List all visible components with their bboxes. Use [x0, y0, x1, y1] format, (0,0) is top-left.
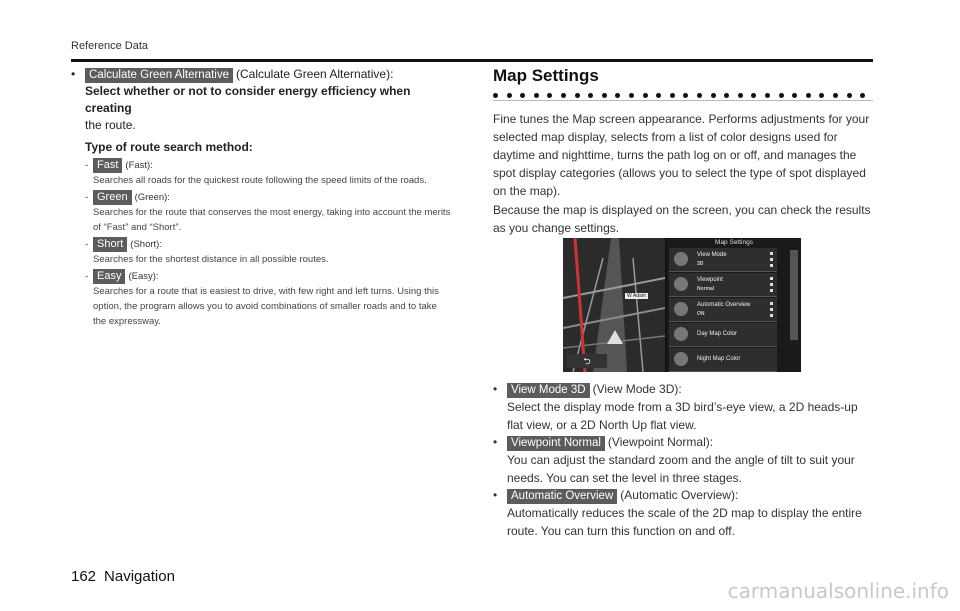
method-name: (Short):	[130, 239, 162, 250]
green-key: Green	[93, 190, 132, 205]
divider-dot	[493, 93, 498, 98]
divider-dot	[860, 93, 865, 98]
divider-dot	[751, 93, 756, 98]
calculate-green-alternative-key: Calculate Green Alternative	[85, 68, 233, 83]
view-mode-icon	[674, 252, 688, 266]
divider-dot	[643, 93, 648, 98]
menu-item-label: Automatic Overview	[697, 302, 751, 308]
menu-title: Map Settings	[715, 239, 753, 246]
bullet-name: (View Mode 3D):	[592, 382, 682, 396]
method-desc: Searches all roads for the quickest route following the speed limits of the roads.	[93, 175, 427, 186]
bullet-dot: •	[71, 67, 76, 81]
more-options-icon	[770, 277, 773, 292]
menu-item-value: 3D	[697, 261, 704, 267]
method-name: (Green):	[134, 192, 170, 203]
menu-item-label: View Mode	[697, 252, 727, 258]
more-options-icon	[770, 252, 773, 267]
intro-paragraph: Fine tunes the Map screen appearance. Performs adjustments for your selected map display, selects from a list of color designs used for daytime and nighttime, turns the path log on or off, and manages the spot display categories (allows you to select the type of spot displayed on the map).	[493, 112, 870, 198]
divider-dot	[779, 93, 784, 98]
menu-item-label: Night Map Color	[697, 356, 741, 362]
intro-title: (Calculate Green Alternative):	[236, 67, 394, 81]
menu-item-value: ON	[697, 311, 705, 317]
right-column-heading	[493, 66, 873, 88]
page-number: 162	[71, 568, 97, 585]
easy-key: Easy	[93, 269, 125, 284]
intro-line2: the route.	[85, 118, 136, 132]
running-header: Reference Data	[71, 40, 149, 52]
settings-menu	[667, 238, 801, 372]
divider-dot	[765, 93, 770, 98]
methods-title: Type of route search method:	[85, 140, 253, 154]
method-easy: - Easy (Easy): Searches for a route that is easiest to drive, with few right and left turns. Using this option, the program allows you to avoid combinations of smaller roads and to take the expressway.	[85, 269, 451, 329]
intro-line1: Select whether or not to consider energy efficiency when creating	[85, 84, 411, 115]
menu-item-automatic-overview[interactable]	[669, 298, 777, 322]
divider-dot	[711, 93, 716, 98]
map-roads-graphic	[563, 238, 665, 372]
street-label: W Adam	[627, 293, 646, 299]
method-green: - Green (Green): Searches for the route that conserves the most energy, taking into account the merits of “Fast” and “Short”.	[85, 191, 451, 233]
divider-dot	[602, 93, 607, 98]
green-alternative-bullet	[71, 66, 451, 134]
automatic-overview-key: Automatic Overview	[507, 489, 617, 504]
menu-scrollbar[interactable]	[790, 250, 798, 340]
divider-dot	[575, 93, 580, 98]
method-desc: Searches for a route that is easiest to drive, with few right and left turns. Using this option, the program allows you to avoid combinations of smaller roads and to take the expressway.	[93, 286, 439, 327]
divider-dot	[561, 93, 566, 98]
divider-dot	[629, 93, 634, 98]
divider-dot	[588, 93, 593, 98]
divider-dot	[670, 93, 675, 98]
divider-dot	[534, 93, 539, 98]
divider-dot	[806, 93, 811, 98]
method-desc: Searches for the shortest distance in all possible routes.	[93, 254, 329, 265]
method-desc: Searches for the route that conserves the most energy, taking into account the merits of “Fast” and “Short”.	[93, 207, 451, 233]
menu-item-label: Day Map Color	[697, 331, 738, 337]
more-options-icon	[770, 302, 773, 317]
map-settings-screenshot	[563, 238, 801, 372]
menu-item-night-map-color[interactable]	[669, 348, 777, 372]
palette-icon	[674, 352, 688, 366]
menu-item-view-mode[interactable]	[669, 248, 777, 272]
menu-item-day-map-color[interactable]	[669, 323, 777, 347]
divider-dot	[738, 93, 743, 98]
fast-key: Fast	[93, 158, 122, 173]
section-name: Navigation	[104, 568, 175, 585]
view-mode-bullet: • View Mode 3D (View Mode 3D): Select the display mode from a 3D bird’s-eye view, a 2D heads-up flat view, or a 2D North Up flat view.	[493, 380, 873, 434]
page-footer	[71, 568, 175, 585]
divider-dot	[833, 93, 838, 98]
divider-dot	[615, 93, 620, 98]
bullet-desc: You can adjust the standard zoom and the angle of tilt to suit your needs. You can set the level in three stages.	[507, 453, 855, 485]
divider-dot	[507, 93, 512, 98]
overview-icon	[674, 302, 688, 316]
automatic-overview-bullet: • Automatic Overview (Automatic Overview): Automatically reduces the scale of the 2D map to display the entire route. You can turn this function on and off.	[493, 486, 873, 540]
method-name: (Easy):	[128, 271, 159, 282]
viewpoint-bullet: • Viewpoint Normal (Viewpoint Normal): You can adjust the standard zoom and the angle of tilt to suit your needs. You can set the level in three stages.	[493, 433, 873, 487]
back-button[interactable]: ⮌	[567, 354, 607, 368]
bullet-desc: Automatically reduces the scale of the 2D map to display the entire route. You can turn this function on and off.	[507, 506, 862, 538]
method-name: (Fast):	[125, 160, 153, 171]
section-title: Map Settings	[493, 66, 599, 85]
dotted-divider	[493, 93, 873, 99]
viewpoint-icon	[674, 277, 688, 291]
divider-line	[493, 100, 873, 101]
divider-dot	[724, 93, 729, 98]
method-short: - Short (Short): Searches for the shortest distance in all possible routes.	[85, 237, 451, 267]
divider-dot	[847, 93, 852, 98]
map-preview	[563, 238, 665, 372]
divider-dot	[683, 93, 688, 98]
bullet-name: (Automatic Overview):	[620, 488, 739, 502]
viewpoint-normal-key: Viewpoint Normal	[507, 436, 605, 451]
menu-item-viewpoint[interactable]	[669, 273, 777, 297]
view-mode-3d-key: View Mode 3D	[507, 383, 590, 398]
menu-item-label: Viewpoint	[697, 277, 723, 283]
menu-item-value: Normal	[697, 286, 715, 292]
divider-dot	[792, 93, 797, 98]
method-fast: - Fast (Fast): Searches all roads for the quickest route following the speed limits of the roads.	[85, 158, 451, 188]
preview-paragraph: Because the map is displayed on the screen, you can check the results as you change settings.	[493, 203, 871, 235]
header-rule	[71, 59, 873, 62]
left-column	[71, 66, 451, 331]
bullet-name: (Viewpoint Normal):	[607, 435, 714, 449]
method-list	[85, 158, 451, 329]
divider-dot	[656, 93, 661, 98]
divider-dot	[697, 93, 702, 98]
bullet-desc: Select the display mode from a 3D bird’s-eye view, a 2D heads-up flat view, or a 2D North Up flat view.	[507, 400, 858, 432]
divider-dot	[520, 93, 525, 98]
divider-dot	[547, 93, 552, 98]
palette-icon	[674, 327, 688, 341]
short-key: Short	[93, 237, 127, 252]
divider-dot	[819, 93, 824, 98]
watermark: carmanualsonline.info	[727, 579, 949, 603]
